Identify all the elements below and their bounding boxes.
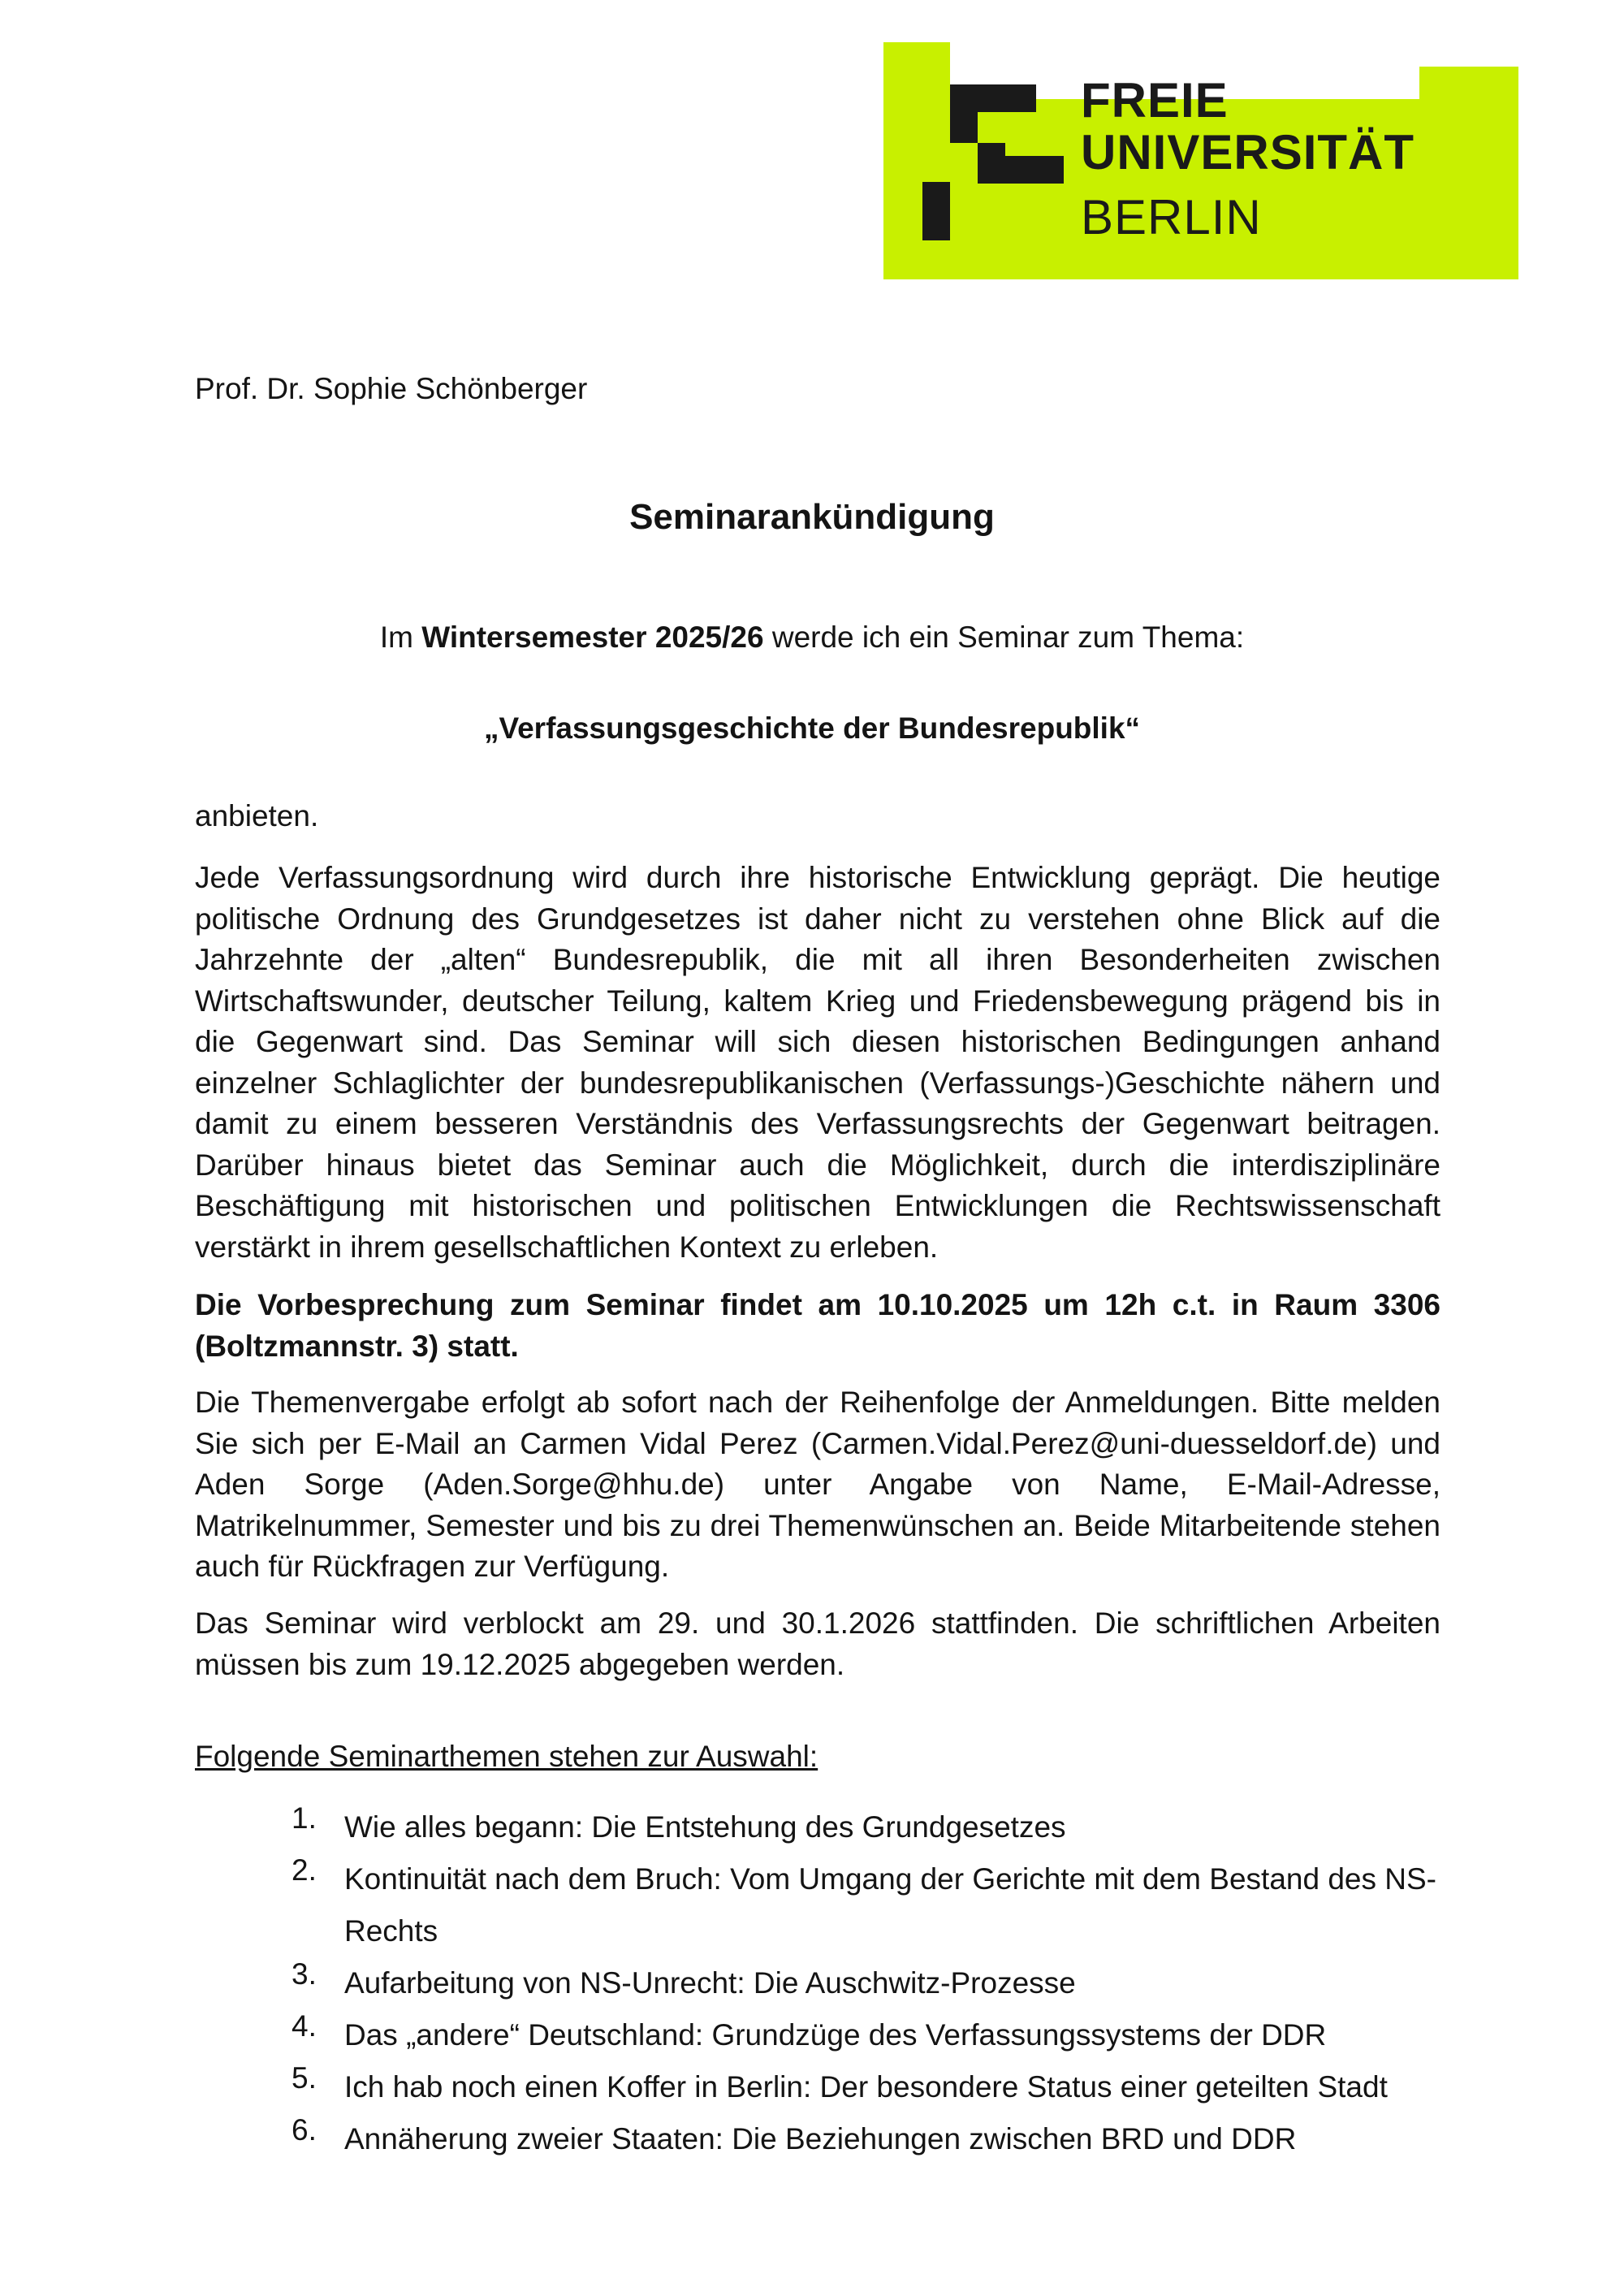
logo-green-corner: [883, 42, 950, 99]
logo-text-freie: FREIE: [1081, 73, 1229, 128]
list-item-text: Das „andere“ Deutschland: Grundzüge des Verfassungssystems der DDR: [344, 2018, 1327, 2052]
list-item-text: Kontinuität nach dem Bruch: Vom Umgang der Gerichte mit dem Bestand des NS-Rechts: [344, 1862, 1436, 1948]
list-item-number: 1.: [292, 1801, 317, 1835]
list-item-number: 5.: [292, 2061, 317, 2095]
topics-heading: Folgende Seminarthemen stehen zur Auswahl:: [195, 1740, 818, 1773]
list-item-number: 3.: [292, 1957, 317, 1991]
meeting-paragraph: Die Vorbesprechung zum Seminar findet am 10.10.2025 um 12h c.t. in Raum 3306 (Boltzmannstr. 3) statt.: [195, 1288, 1440, 1363]
list-item-number: 4.: [292, 2009, 317, 2043]
intro-text-before: Im: [379, 620, 422, 654]
university-logo: [883, 42, 1518, 279]
dates-paragraph: Das Seminar wird verblockt am 29. und 30.1.2026 stattfinden. Die schriftlichen Arbeiten müssen bis zum 19.12.2025 abgegeben werden.: [195, 1606, 1440, 1681]
list-item-number: 6.: [292, 2113, 317, 2147]
logo-mark-bar: [922, 182, 950, 240]
intro-semester: Wintersemester 2025/26: [421, 620, 764, 654]
description-paragraph: Jede Verfassungsordnung wird durch ihre historische Entwicklung geprägt. Die heutige politische Ordnung des Grundgesetzes ist daher nicht zu verstehen ohne Blick auf die Jahrzehnte der „alten“ Bundesrepublik, die mit all ihren Besonderheiten zwischen Wirtschaftswunder, deutscher Teilung, kaltem Krieg und Friedensbewegung prägend bis in die Gegenwart sind. Das Seminar will sich diesen historischen Bedingungen anhand einzelner Schlaglichter der bundesrepublikanischen (Verfassungs-)Geschichte nähern und damit zu einem besseren Verständnis des Verfassungsrechts der Gegenwart beitragen. Darüber hinaus bietet das Seminar auch die Möglichkeit, durch die interdisziplinäre Beschäftigung mit historischen und politischen Entwicklungen die Rechtswissenschaft verstärkt in ihrem gesellschaftlichen Kontext zu erleben.: [195, 861, 1440, 1264]
logo-mark-bar: [950, 84, 1036, 112]
list-item-text: Wie alles begann: Die Entstehung des Grundgesetzes: [344, 1810, 1066, 1844]
list-item-number: 2.: [292, 1853, 317, 1887]
intro-line: [0, 620, 1624, 655]
intro-text-after: werde ich ein Seminar zum Thema:: [763, 620, 1245, 654]
logo-text-universitaet: UNIVERSITÄT: [1081, 125, 1415, 179]
logo-mark-bar: [978, 156, 1064, 184]
author-name: Prof. Dr. Sophie Schönberger: [195, 372, 588, 405]
list-item-text: Ich hab noch einen Koffer in Berlin: Der besondere Status einer geteilten Stadt: [344, 2070, 1388, 2104]
list-item-text: Aufarbeitung von NS-Unrecht: Die Auschwitz-Prozesse: [344, 1966, 1076, 2000]
offer-text: anbieten.: [195, 799, 319, 832]
registration-paragraph: Die Themenvergabe erfolgt ab sofort nach der Reihenfolge der Anmeldungen. Bitte melden Sie sich per E-Mail an Carmen Vidal Perez (Carmen.Vidal.Perez@uni-duesseldorf.de) und Aden Sorge (Aden.Sorge@hhu.de) unter Angabe von Name, E-Mail-Adresse, Matrikelnummer, Semester und bis zu drei Themenwünschen an. Beide Mitarbeitende stehen auch für Rückfragen zur Verfügung.: [195, 1386, 1440, 1583]
document-title: Seminarankündigung: [629, 497, 995, 537]
logo-green-step: [1419, 67, 1518, 99]
seminar-topic: „Verfassungsgeschichte der Bundesrepublik“: [483, 711, 1141, 745]
list-item-text: Annäherung zweier Staaten: Die Beziehungen zwischen BRD und DDR: [344, 2122, 1297, 2155]
logo-text-berlin: BERLIN: [1081, 190, 1262, 244]
